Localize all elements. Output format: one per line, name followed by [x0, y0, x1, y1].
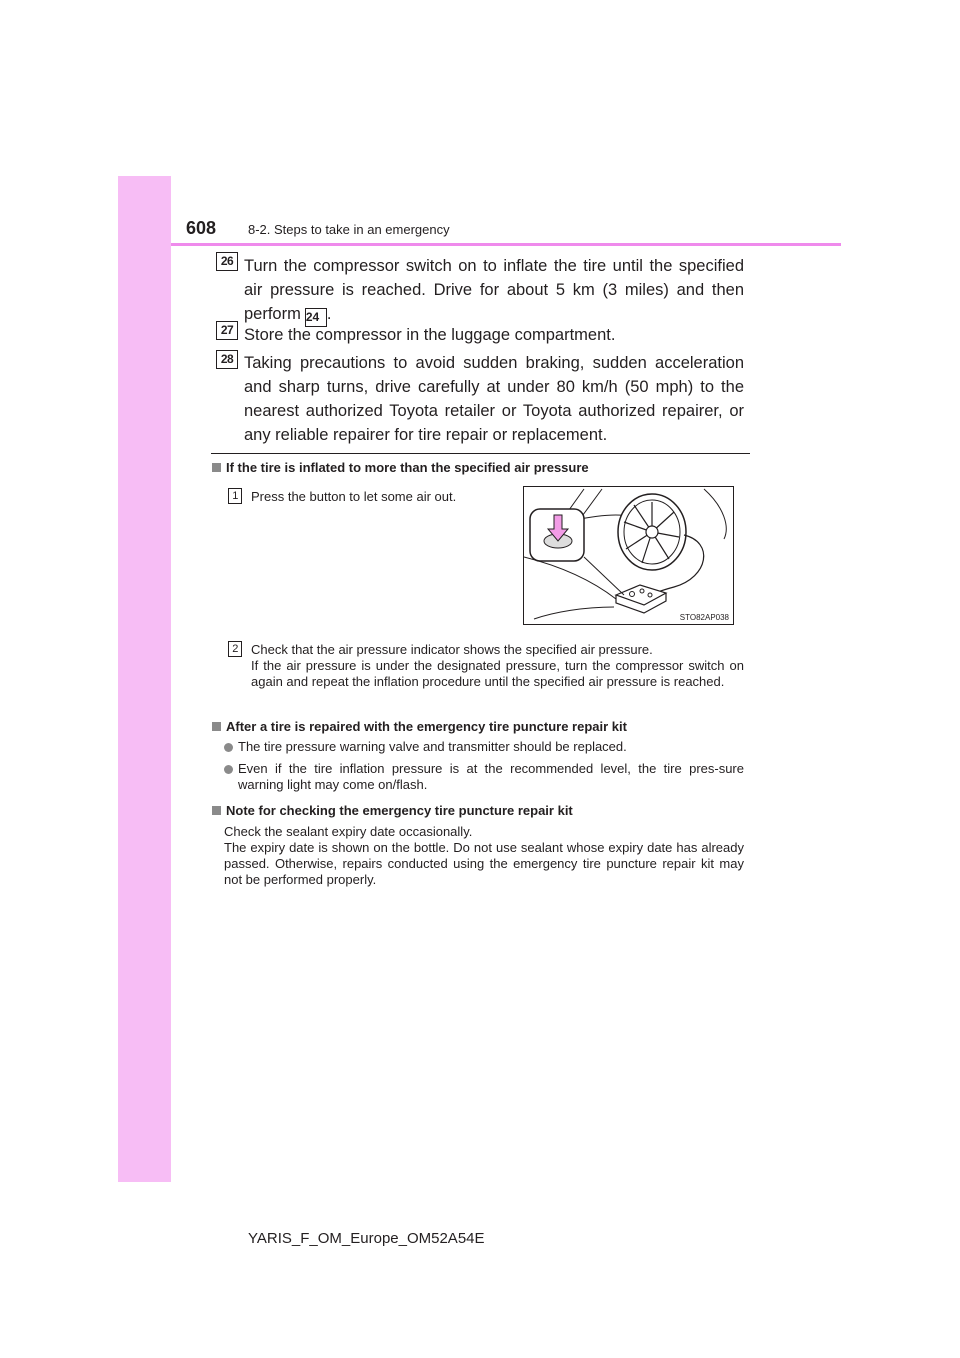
note-heading: Note for checking the emergency tire puncture repair kit [212, 803, 573, 818]
header-rule [171, 243, 841, 246]
after-repair-bullet-1: The tire pressure warning valve and transmitter should be replaced. [238, 739, 627, 754]
over-inflated-heading: If the tire is inflated to more than the specified air pressure [212, 460, 589, 475]
step-26-text: Turn the compressor switch on to inflate the tire until the specified air pressure is reached. Drive for about 5 km (3 miles) and then perform 24 . [244, 254, 744, 327]
substep-badge-2: 2 [228, 641, 242, 657]
substep-badge-1: 1 [228, 488, 242, 504]
illustration-code: STO82AP038 [679, 613, 729, 622]
step-ref-badge-24: 24 [305, 308, 327, 327]
step-badge-28: 28 [216, 350, 238, 369]
round-bullet-icon [224, 743, 233, 752]
document-footer: YARIS_F_OM_Europe_OM52A54E [248, 1230, 485, 1247]
after-repair-bullet-2: Even if the tire inflation pressure is at the recommended level, the tire pres-sure warning light may come on/flash. [238, 761, 744, 792]
round-bullet-icon [224, 765, 233, 774]
tire-compressor-drawing [524, 487, 733, 624]
step-badge-26: 26 [216, 252, 238, 271]
substep-2-line1: Check that the air pressure indicator shows the specified air pressure. [251, 642, 653, 657]
square-bullet-icon [212, 463, 221, 472]
compressor-illustration [523, 486, 734, 625]
step-28-text: Taking precautions to avoid sudden braking, sudden acceleration and sharp turns, drive carefully at under 80 km/h (50 mph) to the nearest authorized Toyota retailer or Toyota authorized repairer, or any reliable repairer for tire repair or replacement. [244, 354, 744, 444]
note-line-2: The expiry date is shown on the bottle. Do not use sealant whose expiry date has already passed. Otherwise, repairs conducted using the emergency tire puncture repair kit may not be performed properly. [224, 840, 744, 887]
after-repair-heading: After a tire is repaired with the emergency tire puncture repair kit [212, 719, 627, 734]
pink-side-tab [118, 176, 171, 1182]
step-badge-27: 27 [216, 321, 238, 340]
substep-1-text: Press the button to let some air out. [251, 489, 457, 504]
square-bullet-icon [212, 722, 221, 731]
note-line-1: Check the sealant expiry date occasionally. [224, 824, 473, 839]
step-27-text: Store the compressor in the luggage compartment. [244, 326, 616, 344]
page-number: 608 [186, 218, 217, 238]
square-bullet-icon [212, 806, 221, 815]
section-divider [211, 453, 750, 454]
section-title: 8-2. Steps to take in an emergency [248, 222, 450, 237]
substep-2-text: If the air pressure is under the designated pressure, turn the compressor switch on again and repeat the inflation procedure until the specified air pressure is reached. [251, 658, 744, 689]
